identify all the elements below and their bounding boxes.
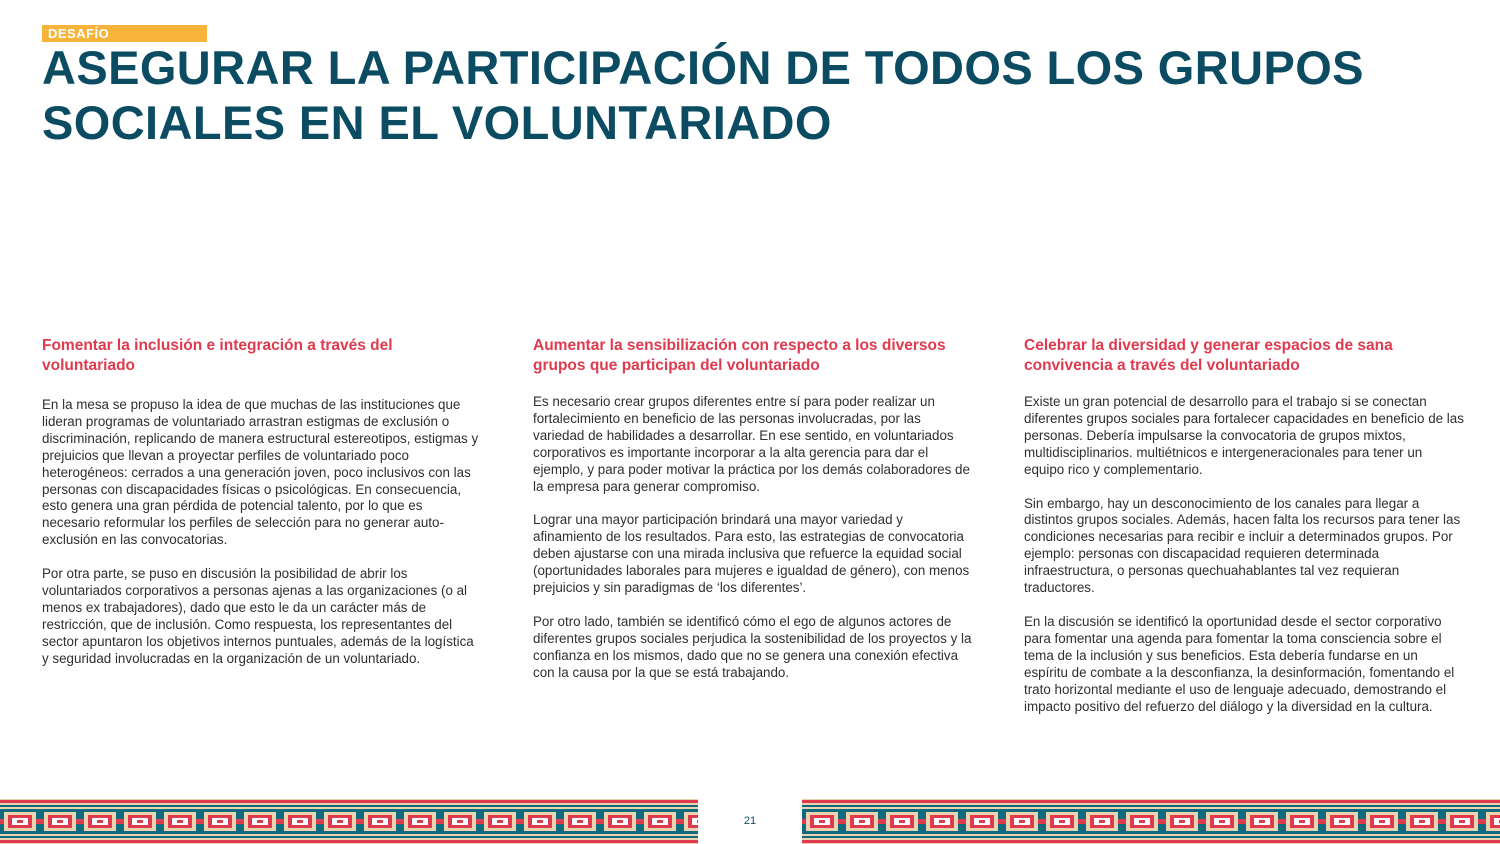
title-line-2: SOCIALES EN EL VOLUNTARIADO — [42, 96, 832, 149]
decorative-pattern-band-right — [802, 799, 1500, 844]
section-tag: DESAFÍO — [42, 25, 207, 42]
column-heading: Aumentar la sensibilización con respecto a los diversos grupos que participan del voluntariado — [533, 337, 946, 374]
title-line-1: ASEGURAR LA PARTICIPACIÓN DE TODOS LOS GRUPOS — [42, 41, 1364, 94]
column-paragraph: En la mesa se propuso la idea de que muchas de las instituciones que lideran programas de voluntariado arrastran estigmas de exclusión o discriminación, replicando de manera estructural estereotipos, estigmas y prejuicios que llevan a proyectar perfiles de voluntariado poco heterogéneos: cerrados a una generación joven, poco inclusivos con las personas con discapacidades físicas o psicológicas. En consecuencia, esto genera una gran pérdida de potencial talento, por lo que es necesario reformular los perfiles de selección para no generar auto-exclusión en las convocatorias. — [42, 397, 479, 548]
column-paragraph: Por otro lado, también se identificó cómo el ego de algunos actores de diferentes grupos sociales perjudica la sostenibilidad de los proyectos y la confianza en los mismos, dado que no se genera una conexión efectiva con la causa por la que se está trabajando. — [533, 613, 972, 680]
decorative-pattern-band-left — [0, 799, 698, 844]
page-number: 21 — [743, 815, 757, 827]
page-title — [42, 40, 1462, 150]
column-paragraph: Por otra parte, se puso en discusión la posibilidad de abrir los voluntariados corporativos a personas ajenas a las organizaciones (o al menos ex trabajadores), dado que esto le da un carácter más de restricción, que de inclusión. Como respuesta, los representantes del sector apuntaron los objetivos internos puntuales, además de la logística y seguridad involucradas en la organización de un voluntariado. — [42, 566, 474, 666]
column-paragraph: En la discusión se identificó la oportunidad desde el sector corporativo para fomentar una agenda para fomentar la toma consciencia sobre el tema de la inclusión y sus beneficios. Esta debería fundarse en un espíritu de combate a la desconfianza, la desinformación, fomentando el trato horizontal mediante el uso de lenguaje adecuado, demostrando el impacto positivo del refuerzo del diálogo y la diversidad en la cultura. — [1024, 613, 1455, 714]
column-heading: Fomentar la inclusión e integración a través del voluntariado — [42, 337, 393, 374]
textile-pattern-right — [802, 799, 1500, 844]
column-paragraph: Existe un gran potencial de desarrollo para el trabajo si se conectan diferentes grupos sociales para fortalecer capacidades en beneficio de las personas. Debería impulsarse la convocatoria de grupos mixtos, multidisciplinarios. multiétnicos e intergeneracionales para tener un equipo rico y complementario. — [1024, 394, 1464, 477]
column-paragraph: Sin embargo, hay un desconocimiento de los canales para llegar a distintos grupos sociales. Además, hacen falta los recursos para tener las condiciones necesarias para recibir e incluir a determinados grupos. Por ejemplo: personas con discapacidad requieren determinada infraestructura, o personas quechuahablantes tal vez requieran traductores. — [1024, 495, 1461, 596]
column-paragraph: Es necesario crear grupos diferentes entre sí para poder realizar un fortalecimiento en beneficio de las personas involucradas, por las variedad de habilidades a desarrollar. En ese sentido, en voluntariados corporativos es importante incorporar a la alta gerencia para dar el ejemplo, y para poder motivar la práctica por los demás colaboradores de la empresa para generar compromiso. — [533, 394, 970, 494]
column-inclusion — [42, 336, 482, 685]
column-sensibilizacion — [533, 336, 973, 699]
column-heading: Celebrar la diversidad y generar espacios de sana convivencia a través del voluntariado — [1024, 337, 1393, 374]
textile-pattern-left — [0, 799, 698, 844]
column-paragraph: Lograr una mayor participación brindará una mayor variedad y afinamiento de los resultados. Para esto, las estrategias de convocatoria deben ajustarse con una mirada inclusiva que refuerce la equidad social (oportunidades laborales para mujeres e igualdad de género), con menos prejuicios y sin paradigmas de ‘los diferentes’. — [533, 512, 970, 596]
column-diversidad — [1024, 336, 1464, 732]
